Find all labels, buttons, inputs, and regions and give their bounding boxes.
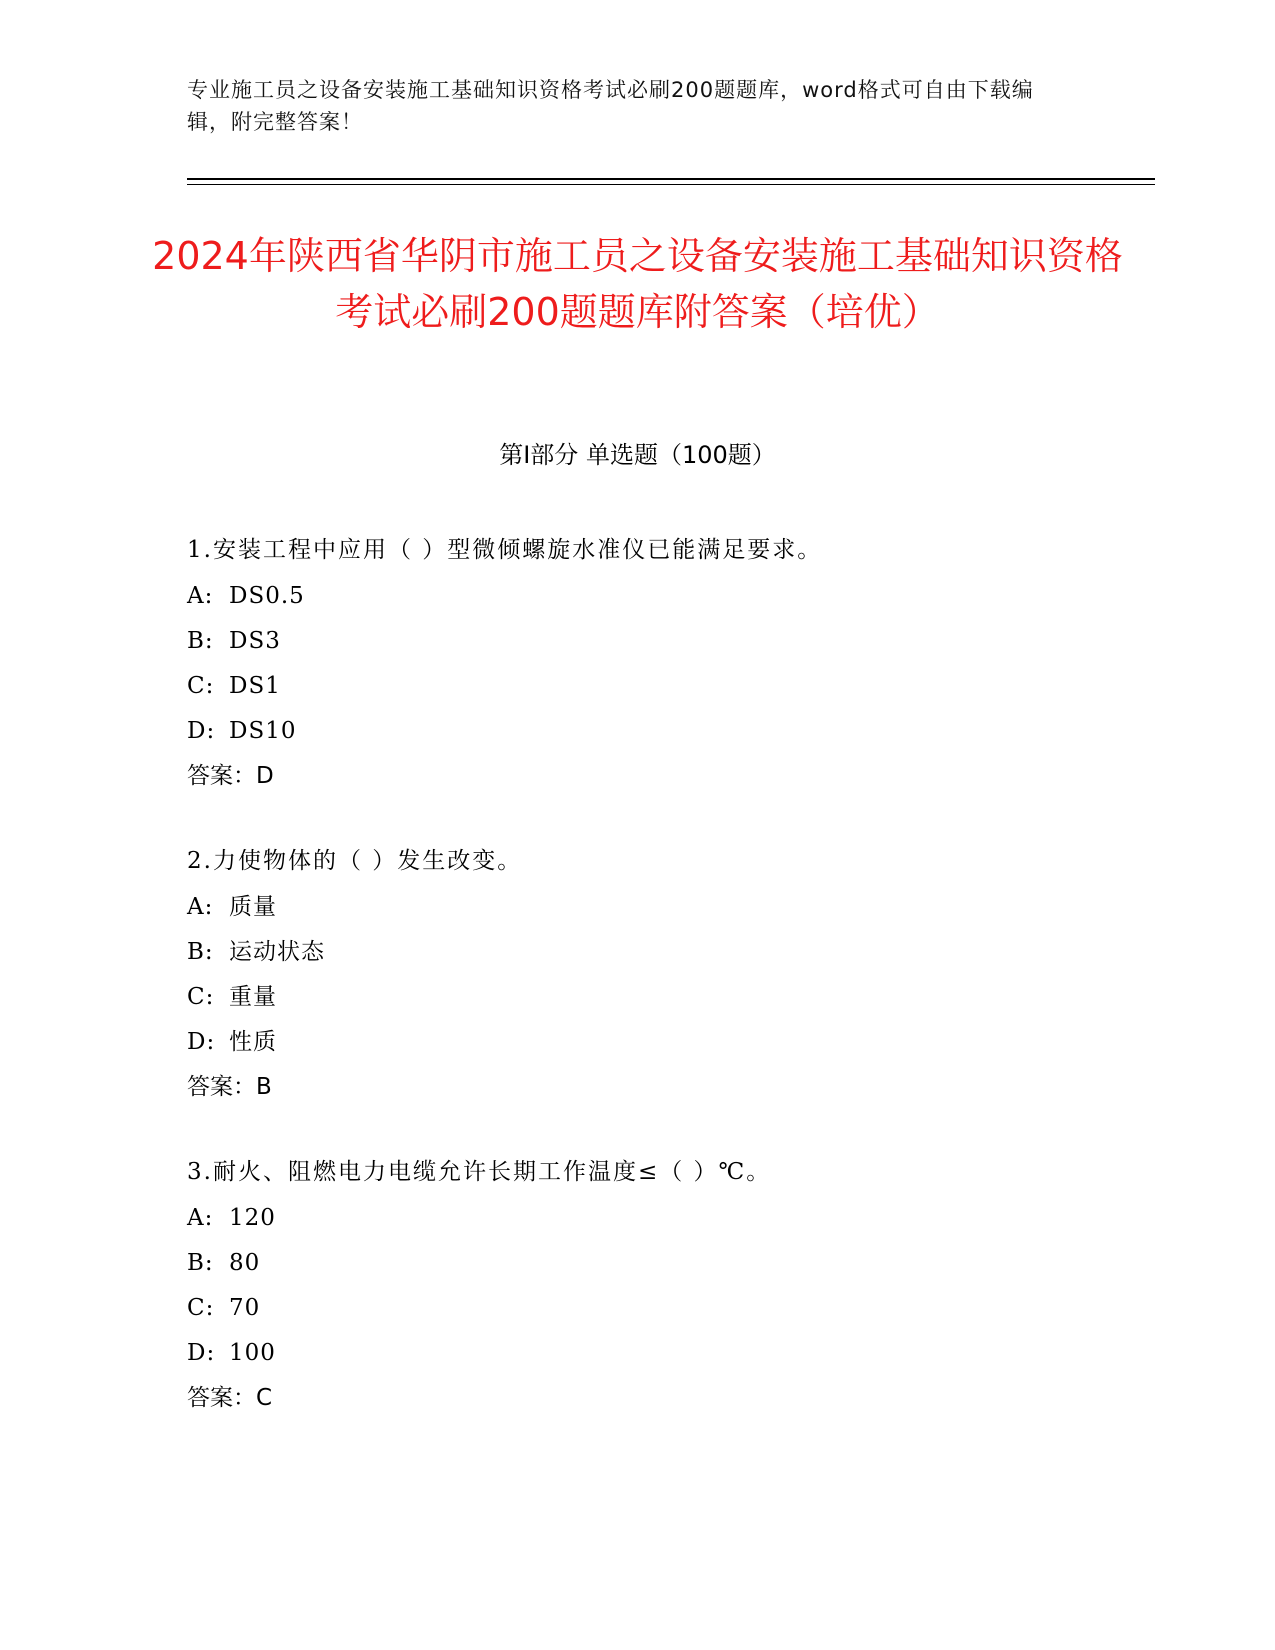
- option-d: [187, 709, 1147, 754]
- option-text: 100: [229, 1340, 276, 1366]
- option-text: 70: [229, 1295, 261, 1321]
- option-text: 运动状态: [229, 939, 325, 965]
- option-key: C:: [187, 1295, 215, 1321]
- option-text: DS1: [229, 673, 281, 699]
- header-note: 专业施工员之设备安装施工基础知识资格考试必刷200题题库，word格式可自由下载编辑，附完整答案！: [187, 78, 1034, 134]
- option-text: 80: [229, 1250, 261, 1276]
- option-a: [187, 885, 1147, 930]
- option-text: DS10: [229, 718, 297, 744]
- answer: 答案：B: [187, 1074, 272, 1100]
- question-list: [187, 528, 1147, 1461]
- option-text: DS3: [229, 628, 281, 654]
- option-key: C:: [187, 673, 215, 699]
- option-key: A:: [187, 1205, 214, 1231]
- option-b: [187, 930, 1147, 975]
- option-text: 重量: [229, 984, 277, 1010]
- option-text: DS0.5: [229, 583, 305, 609]
- option-key: B:: [187, 628, 214, 654]
- option-key: D:: [187, 718, 216, 744]
- option-key: A:: [187, 894, 214, 920]
- answer: 答案：C: [187, 1385, 273, 1411]
- option-a: [187, 574, 1147, 619]
- question-stem: 1.安装工程中应用（ ）型微倾螺旋水准仪已能满足要求。: [187, 537, 823, 563]
- option-d: [187, 1020, 1147, 1065]
- question-3: [187, 1150, 1147, 1421]
- document-title: 2024年陕西省华阴市施工员之设备安装施工基础知识资格考试必刷200题题库附答案（培优）: [152, 234, 1123, 334]
- option-text: 性质: [229, 1029, 277, 1055]
- option-key: B:: [187, 1250, 214, 1276]
- option-a: [187, 1196, 1147, 1241]
- header-divider-thin: [187, 184, 1155, 185]
- header-divider-thick: [187, 178, 1155, 180]
- option-c: [187, 1286, 1147, 1331]
- option-b: [187, 619, 1147, 664]
- question-stem: 3.耐火、阻燃电力电缆允许长期工作温度≤（ ）℃。: [187, 1159, 772, 1185]
- option-b: [187, 1241, 1147, 1286]
- question-1: [187, 528, 1147, 799]
- option-key: C:: [187, 984, 215, 1010]
- option-text: 质量: [229, 894, 277, 920]
- option-c: [187, 975, 1147, 1020]
- option-key: A:: [187, 583, 214, 609]
- option-d: [187, 1331, 1147, 1376]
- option-c: [187, 664, 1147, 709]
- question-stem: 2.力使物体的（ ）发生改变。: [187, 848, 523, 874]
- option-text: 120: [229, 1205, 276, 1231]
- option-key: D:: [187, 1340, 216, 1366]
- section-heading: 第I部分 单选题（100题）: [499, 441, 776, 469]
- answer: 答案：D: [187, 763, 274, 789]
- question-2: [187, 839, 1147, 1110]
- option-key: B:: [187, 939, 214, 965]
- option-key: D:: [187, 1029, 216, 1055]
